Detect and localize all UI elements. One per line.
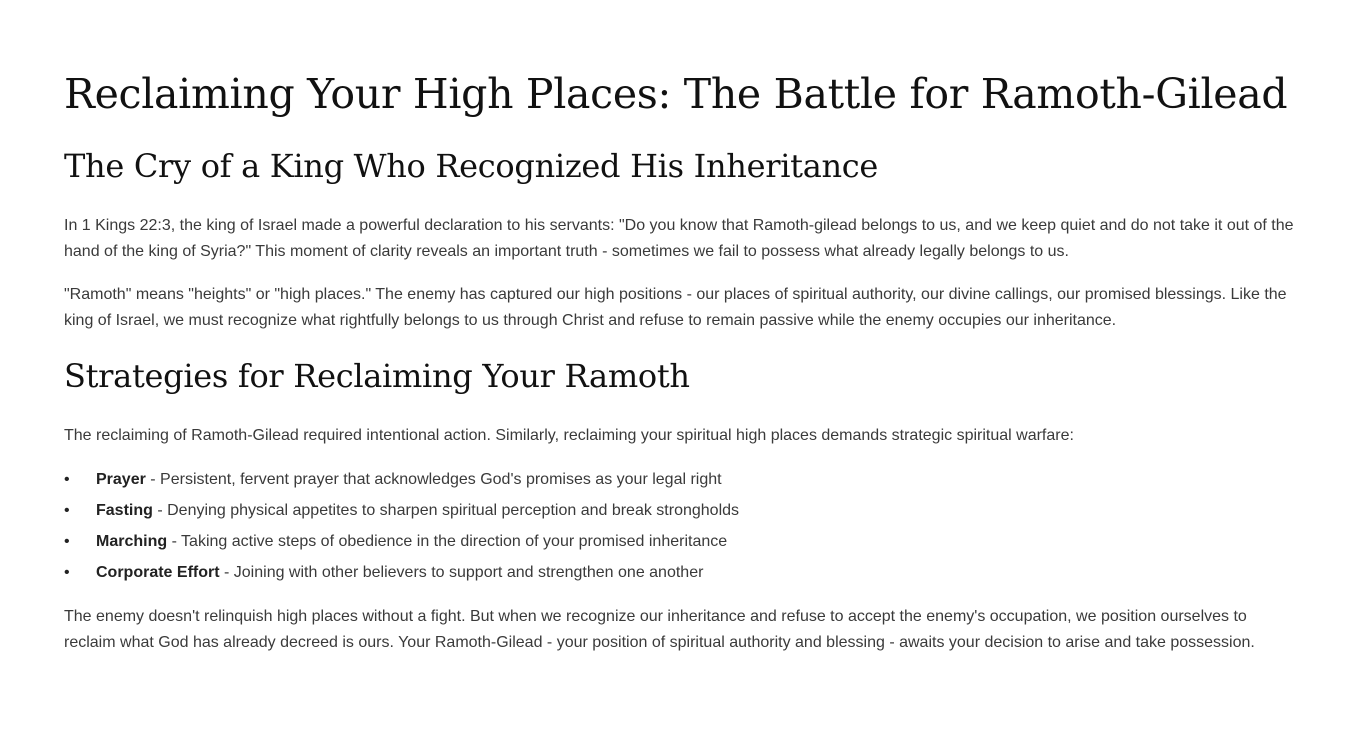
strategy-term: Corporate Effort xyxy=(96,564,220,581)
list-item-fasting xyxy=(64,498,1298,529)
strategy-term: Fasting xyxy=(96,502,153,519)
section-heading-inheritance: The Cry of a King Who Recognized His Inheritance xyxy=(64,147,879,185)
strategy-description: - Taking active steps of obedience in the direction of your promised inheritance xyxy=(167,533,728,550)
paragraph-kings-declaration: In 1 Kings 22:3, the king of Israel made a powerful declaration to his servants: "Do you know that Ramoth-gilead belongs to us, and we keep quiet and do not take it out of the hand of the king of Syria?" This moment of clarity reveals an important truth - sometimes we fail to possess what already legally belongs to us. xyxy=(64,217,1294,260)
list-item-prayer xyxy=(64,467,1298,498)
bullet-icon: • xyxy=(64,533,70,550)
strategy-term: Marching xyxy=(96,533,168,550)
page-title: Reclaiming Your High Places: The Battle for Ramoth-Gilead xyxy=(64,70,1288,118)
bullet-icon: • xyxy=(64,471,70,488)
strategy-term: Prayer xyxy=(96,471,146,488)
bullet-icon: • xyxy=(64,502,70,519)
bullet-icon: • xyxy=(64,564,70,581)
section-heading-strategies: Strategies for Reclaiming Your Ramoth xyxy=(64,357,690,395)
paragraph-ramoth-meaning: "Ramoth" means "heights" or "high places." The enemy has captured our high positions - our places of spiritual authority, our divine callings, our promised blessings. Like the king of Israel, we must recognize what rightfully belongs to us through Christ and refuse to remain passive while the enemy occupies our inheritance. xyxy=(64,286,1287,329)
strategy-description: - Persistent, fervent prayer that acknowledges God's promises as your legal right xyxy=(145,471,722,488)
strategy-description: - Denying physical appetites to sharpen spiritual perception and break strongholds xyxy=(152,502,740,519)
paragraph-strategies-intro: The reclaiming of Ramoth-Gilead required intentional action. Similarly, reclaiming your spiritual high places demands strategic spiritual warfare: xyxy=(64,427,1074,444)
strategy-description: - Joining with other believers to support and strengthen one another xyxy=(219,564,704,581)
paragraph-closing: The enemy doesn't relinquish high places without a fight. But when we recognize our inheritance and refuse to accept the enemy's occupation, we position ourselves to reclaim what God has already decreed is ours. Your Ramoth-Gilead - your position of spiritual authority and blessing - awaits your decision to arise and take possession. xyxy=(64,608,1255,651)
list-item-corporate-effort xyxy=(64,560,1298,591)
strategies-list xyxy=(64,467,1298,591)
list-item-marching xyxy=(64,529,1298,560)
